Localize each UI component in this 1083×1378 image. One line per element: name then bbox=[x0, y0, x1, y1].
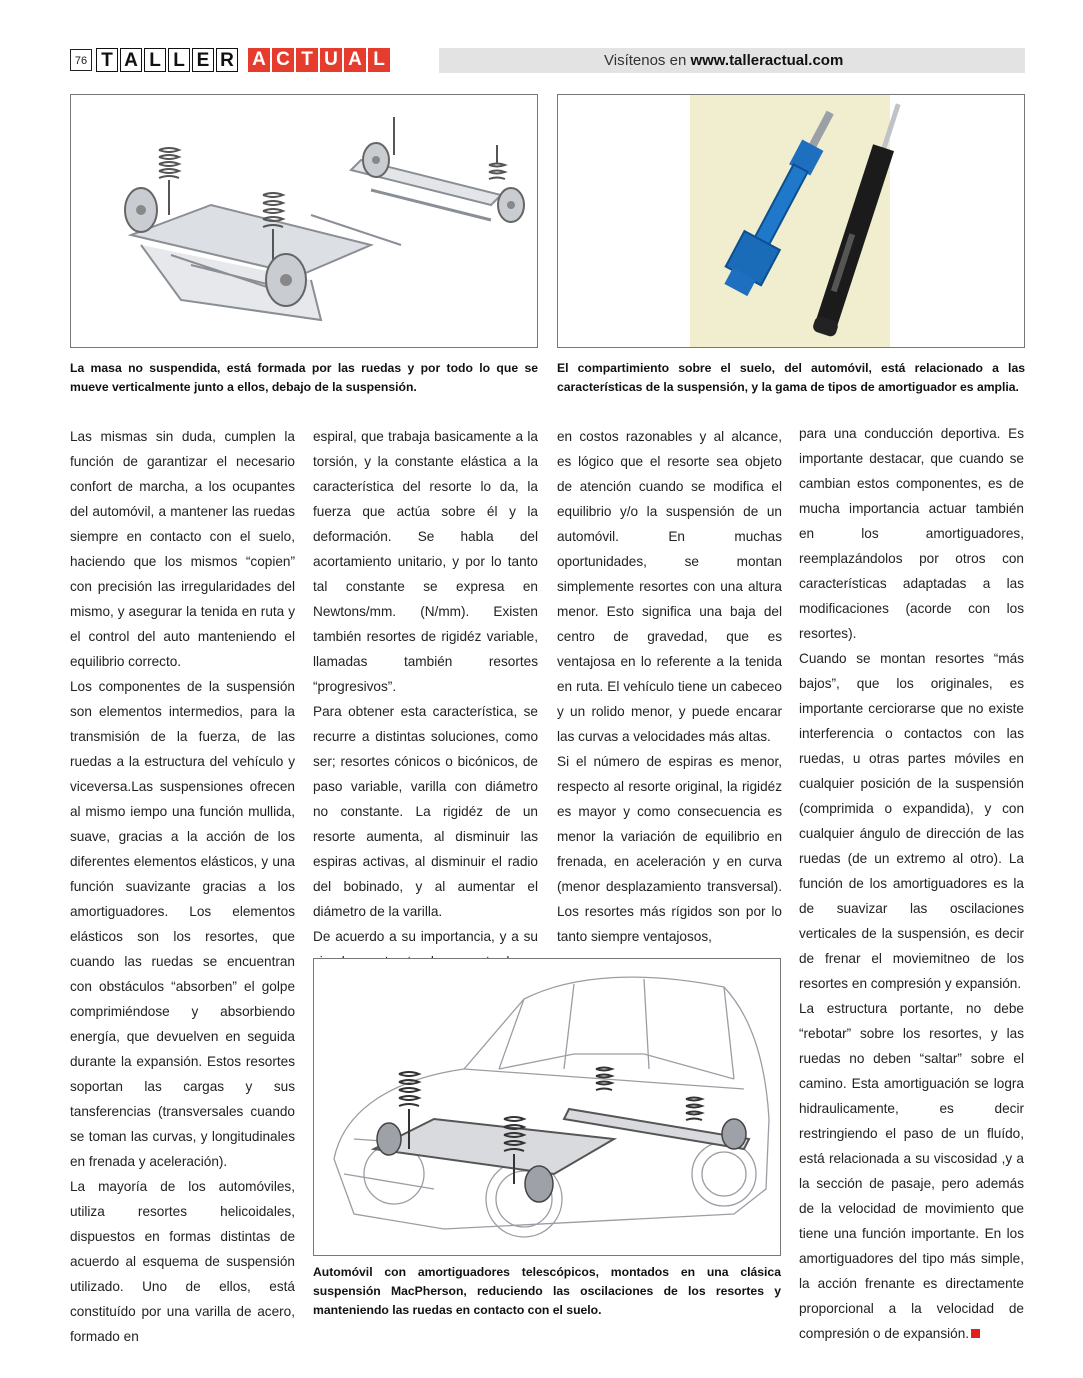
text-column-1 bbox=[70, 424, 295, 1349]
shock-absorbers-photo bbox=[557, 94, 1025, 348]
page-number: 76 bbox=[70, 49, 92, 71]
page-header bbox=[70, 48, 1025, 75]
paragraph: Las mismas sin duda, cumplen la función de garantizar el necesario confort de marcha, a los ocupantes del automóvil, a mantener las ruedas siempre en contacto con el suelo, haciendo que los mismos “copien” con precisión las irregularidades del mismo, y asegurar la tenida en ruta y el control del auto manteniendo el equilibrio correcto. bbox=[70, 429, 295, 669]
paragraph: La mayoría de los automóviles, utiliza resortes helicoidales, dispuestos en formas distintas de acuerdo al esquema de suspensión utilizado. Uno de ellos, está constituído por una varilla de acero, formado en bbox=[70, 1179, 295, 1344]
logo-letter: U bbox=[320, 48, 342, 72]
paragraph: para una conducción deportiva. Es importante destacar, que cuando se cambian estos componentes, es de mucha importancia actuar también en los amortiguadores, reemplazándolos por otros con características adaptadas a las modificaciones (acorde con los resortes). bbox=[799, 426, 1024, 641]
shocks-drawing bbox=[558, 95, 1024, 347]
logo-letter: L bbox=[144, 48, 166, 72]
logo-letter: T bbox=[96, 48, 118, 72]
paragraph-text: La estructura portante, no debe “rebotar” sobre los resortes, y las ruedas no deben “saltar” sobre el camino. Esta amortiguación se logra hidraulicamente, es decir restringiendo el paso de un fluído, está relacionada a su viscosidad ,y a la sección de pasaje, pero además de la velocidad de movimiento que tiene una función importante. En los amortiguadores del tipo más simple, la acción frenante es directamente proporcional a la velocidad de compresión o de expansión. bbox=[799, 1001, 1024, 1341]
figure-caption-car: Automóvil con amortiguadores telescópicos, montados en una clásica suspensión MacPherson, reduciendo las oscilaciones de los resortes y manteniendo las ruedas en contacto con el suelo. bbox=[313, 1265, 781, 1317]
website-url[interactable]: www.talleractual.com bbox=[690, 52, 844, 69]
paragraph: Los componentes de la suspensión son elementos intermedios, para la transmisión de la fuerza, de las ruedas a la estructura del vehículo y viceversa.Las suspensiones ofrecen al mismo iempo una función mullida, suave, gracias a la acción de los diferentes elementos elásticos, y una función suavizante gracias a los amortiguadores. Los elementos elásticos son los resortes, que cuando las ruedas se encuentran con obstáculos “absorben” el golpe comprimiéndose y absorbiendo energía, que devuelven en seguida durante la expansión. Estos resortes soportan las cargas y sus tansferencias (transversales cuando se toman las curvas, y longitudinales en frenada y aceleración). bbox=[70, 679, 295, 1169]
logo-letter: A bbox=[248, 48, 270, 72]
end-of-article-icon bbox=[971, 1329, 980, 1338]
logo-letter: T bbox=[296, 48, 318, 72]
logo-letter: L bbox=[168, 48, 190, 72]
car-suspension-xray-illustration bbox=[313, 958, 781, 1256]
chassis-drawing bbox=[71, 95, 537, 347]
website-banner bbox=[439, 48, 1025, 73]
magazine-logo bbox=[96, 48, 390, 72]
website-prefix: Visítenos en bbox=[604, 52, 691, 69]
logo-letter: A bbox=[344, 48, 366, 72]
suspension-chassis-illustration bbox=[70, 94, 538, 348]
logo-letter: C bbox=[272, 48, 294, 72]
paragraph: Si el número de espiras es menor, respecto al resorte original, la rigidéz es mayor y como consecuencia es menor la variación de equilibrio en frenada, en aceleración y en curva (menor desplazamiento transversal). Los resortes más rígidos son por lo tanto siempre ventajosos, bbox=[557, 754, 782, 944]
figure-caption-chassis: La masa no suspendida, está formada por las ruedas y por todo lo que se mueve verticalmente junto a ellos, debajo de la suspensión. bbox=[70, 361, 538, 394]
paragraph: De acuerdo a su importancia, y a su bbox=[313, 929, 538, 944]
paragraph: Cuando se montan resortes “más bajos”, que los originales, es importante cerciorarse que no existe interferencia o contactos con las ruedas, u otras partes móviles en cualquier posición de la suspensión (comprimida o expandida), y con cualquier ángulo de dirección de las ruedas (de un extremo al otro). La función de los amortiguadores es la de suavizar las oscilaciones verticales de la suspensión, es decir de frenar el moviemitneo de los resortes en compresión y expansión. bbox=[799, 651, 1024, 991]
logo-letter: A bbox=[120, 48, 142, 72]
paragraph: espiral, que trabaja basicamente a la torsión, y la constante elástica a la característica del resorte lo da, la fuerza que actúa sobre él y la deformación. Se habla del acortamiento unitario, y por lo tanto tal constante se expresa en Newtons/mm. (N/mm). Existen también resortes de rigidéz variable, llamadas también resortes “progresivos”. bbox=[313, 429, 538, 694]
logo-letter: E bbox=[192, 48, 214, 72]
text-column-4 bbox=[799, 421, 1024, 1346]
logo-letter: L bbox=[368, 48, 390, 72]
logo-letter: R bbox=[216, 48, 238, 72]
text-column-2 bbox=[313, 424, 538, 974]
paragraph: en costos razonables y al alcance, es lógico que el resorte sea objeto de atención cuando se modifica el equilibrio y/o la suspensión de un automóvil. En muchas oportunidades, se montan simplemente resortes con una altura menor. Esto significa una baja del centro de gravedad, que es ventajosa en lo referente a la tenida en ruta. El vehículo tiene un cabeceo y un rolido menor, y puede encarar las curvas a velocidades más altas. bbox=[557, 429, 782, 744]
car-drawing bbox=[314, 959, 780, 1255]
figure-caption-shocks: El compartimiento sobre el suelo, del automóvil, está relacionado a las características de la suspensión, y la gama de tipos de amortiguador es amplia. bbox=[557, 361, 1025, 394]
paragraph: Para obtener esta característica, se recurre a distintas soluciones, como ser; resortes cónicos o bicónicos, de paso variable, varilla con diámetro no constante. La rigidéz de un resorte aumenta, al disminuir las espiras activas, al disminuir el radio del bobinado, y al aumentar el diámetro de la varilla. bbox=[313, 704, 538, 919]
paragraph bbox=[799, 996, 1024, 1346]
text-column-3 bbox=[557, 424, 782, 949]
